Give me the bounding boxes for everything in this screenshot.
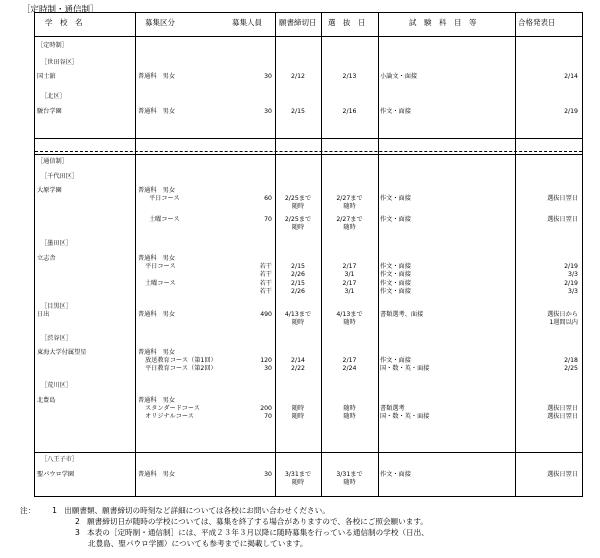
deadline: 4/13まで [284, 311, 312, 318]
area-label: ［世田谷区］ [41, 59, 79, 66]
area-label: ［八王子市］ [41, 456, 79, 463]
count: 若干 [259, 263, 272, 270]
subjects: 作文・面接 [380, 357, 411, 364]
selection: 2/17 [342, 263, 357, 270]
result: 2/18 [564, 357, 578, 364]
subjects: 作文・面接 [380, 195, 411, 202]
selection: 3/1 [344, 271, 355, 278]
result: 2/19 [564, 108, 578, 115]
subjects: 国・数・英・面接 [380, 365, 430, 372]
selection: 3/1 [344, 288, 355, 295]
course: 土曜コース [149, 216, 180, 223]
deadline: 2/26 [291, 288, 305, 295]
school-name: 日出 [37, 311, 50, 318]
subjects: 作文・面接 [380, 288, 411, 295]
count: 若干 [259, 271, 272, 278]
area-label: ［目黒区］ [41, 303, 72, 310]
subjects: 書類選考 [380, 405, 405, 412]
subjects: 作文・面接 [380, 216, 411, 223]
deadline: 随時 [291, 413, 305, 420]
col-divider [378, 13, 379, 496]
note-line [20, 527, 429, 538]
note-line [20, 516, 429, 527]
selection: 2/24 [342, 365, 357, 372]
selection: 2/13 [342, 73, 357, 80]
result: 選抜日翌日 [547, 405, 578, 412]
result: 選抜日翌日 [547, 195, 578, 202]
count: 30 [264, 365, 272, 372]
count: 120 [260, 357, 272, 364]
header-deadline: 願書締切日 [279, 18, 317, 27]
count: 若干 [259, 288, 272, 295]
result: 2/19 [564, 280, 578, 287]
subjects: 作文・面接 [380, 108, 411, 115]
subjects: 作文・面接 [380, 271, 411, 278]
area-label: ［北区］ [41, 93, 66, 100]
deadline: 2/14 [291, 357, 305, 364]
section-heading: ［定時制］ [37, 42, 68, 49]
area-label: ［荒川区］ [41, 382, 72, 389]
category: 普通科 男女 [138, 471, 176, 478]
row-divider [35, 154, 582, 155]
deadline-note: 随時 [291, 319, 305, 326]
result: 2/25 [564, 365, 578, 372]
category: 普通科 男女 [138, 311, 176, 318]
selection: 2/27まで [336, 216, 363, 223]
header-selection: 選 抜 日 [328, 18, 366, 27]
deadline: 2/15 [291, 280, 305, 287]
result: 3/3 [568, 271, 578, 278]
result: 2/14 [564, 73, 578, 80]
deadline: 2/25まで [284, 195, 312, 202]
category: 普通科 男女 [138, 255, 176, 262]
course: 平日コース [149, 195, 180, 202]
count: 200 [260, 405, 272, 412]
note-number: 2 [75, 517, 80, 526]
selection: 3/31まで [336, 471, 363, 478]
result: 選抜日から [547, 311, 578, 318]
header-subjects: 試 験 科 目 等 [409, 18, 477, 27]
category: 普通科 男女 [138, 349, 176, 356]
deadline-note: 随時 [291, 479, 305, 486]
header-result: 合格発表日 [518, 18, 556, 27]
note-line [20, 505, 429, 516]
note-text: 願書締切日が随時の学校については、募集を終了する場合がありますので、各校にご照会願います。 [87, 517, 428, 526]
area-label: ［千代田区］ [41, 173, 79, 180]
deadline: 2/12 [291, 73, 305, 80]
selection-note: 随時 [343, 319, 356, 326]
col-divider [275, 13, 276, 496]
category: 普通科 男女 [138, 108, 176, 115]
count: 若干 [259, 280, 272, 287]
course: 放送教育コース（第1回） [145, 357, 217, 364]
course: 土曜コース [145, 280, 176, 287]
subjects: 作文・面接 [380, 263, 411, 270]
note-text: 本表の［定時制・通信制］には、平成２３年３月以降に随時募集を行っている通信制の学校（日出、 [87, 528, 429, 537]
selection: 2/16 [342, 108, 357, 115]
admissions-table [34, 12, 583, 497]
selection: 随時 [343, 413, 356, 420]
col-divider [135, 13, 136, 496]
deadline: 2/22 [291, 365, 305, 372]
deadline: 3/31まで [284, 471, 312, 478]
selection: 2/27まで [336, 195, 363, 202]
subjects: 書類選考、面接 [380, 311, 424, 318]
subjects: 作文・面接 [380, 471, 411, 478]
school-name: 北豊島 [37, 397, 56, 404]
course: スタンダードコース [145, 405, 200, 412]
deadline-note: 随時 [291, 224, 305, 231]
selection: 2/17 [342, 280, 357, 287]
deadline: 2/26 [291, 271, 305, 278]
subjects: 国・数・英・面接 [380, 413, 430, 420]
school-name: 聖パウロ学園 [37, 471, 75, 478]
header-category: 募集区分 [145, 18, 175, 27]
deadline: 2/15 [291, 108, 305, 115]
row-divider [35, 138, 582, 139]
count: 30 [264, 471, 272, 478]
result-note: 1週間以内 [549, 319, 578, 326]
selection: 4/13まで [336, 311, 363, 318]
count: 70 [264, 413, 272, 420]
col-divider [515, 13, 516, 496]
result: 選抜日翌日 [547, 413, 578, 420]
category: 普通科 男女 [138, 397, 176, 404]
section-title: ［定時制・通信制］ [22, 5, 99, 15]
category: 普通科 男女 [138, 73, 176, 80]
note-number: 1 [52, 506, 57, 515]
school-name: 東海大学付属望星 [37, 349, 87, 356]
selection-note: 随時 [343, 224, 356, 231]
result: 選抜日翌日 [547, 471, 578, 478]
result: 3/3 [568, 288, 578, 295]
note-number: 3 [75, 528, 80, 537]
area-label: ［渋谷区］ [41, 335, 72, 342]
result: 選抜日翌日 [547, 216, 578, 223]
school-name: 国士舘 [37, 73, 56, 80]
course: 平日コース [145, 263, 176, 270]
header-count: 募集人員 [232, 18, 262, 27]
count: 490 [260, 311, 272, 318]
school-name: 大原学園 [37, 187, 62, 194]
section-heading: ［通信制］ [37, 158, 68, 165]
note-text: 北豊島、聖パウロ学園）についても参考までに掲載しています。 [88, 539, 308, 548]
course: 平日教育コース（第2回） [145, 365, 217, 372]
school-name: 駿台学園 [37, 108, 62, 115]
selection-note: 随時 [343, 203, 356, 210]
deadline: 2/15 [291, 263, 305, 270]
selection: 2/17 [342, 357, 357, 364]
category: 普通科 男女 [138, 187, 176, 194]
subjects: 小論文・面接 [380, 73, 418, 80]
note-line [20, 538, 429, 549]
section-divider [35, 151, 582, 152]
col-divider [321, 13, 322, 496]
selection-note: 随時 [343, 479, 356, 486]
notes [20, 505, 429, 549]
note-text: 出願書類、願書締切の時刻など詳細については各校にお問い合わせください。 [64, 506, 330, 515]
subjects: 作文・面接 [380, 280, 411, 287]
course: オリジナルコース [145, 413, 194, 420]
selection: 随時 [343, 405, 356, 412]
count: 70 [264, 216, 272, 223]
notes-label: 注： [20, 506, 36, 515]
header-school: 学 校 名 [45, 18, 83, 27]
count: 30 [264, 73, 272, 80]
deadline: 随時 [291, 405, 305, 412]
header-divider [35, 36, 582, 37]
count: 60 [264, 195, 272, 202]
result: 2/19 [564, 263, 578, 270]
deadline-note: 随時 [291, 203, 305, 210]
row-divider [35, 452, 582, 453]
school-name: 立志舎 [37, 255, 56, 262]
area-label: ［墨田区］ [41, 240, 72, 247]
count: 30 [264, 108, 272, 115]
deadline: 2/25まで [284, 216, 312, 223]
